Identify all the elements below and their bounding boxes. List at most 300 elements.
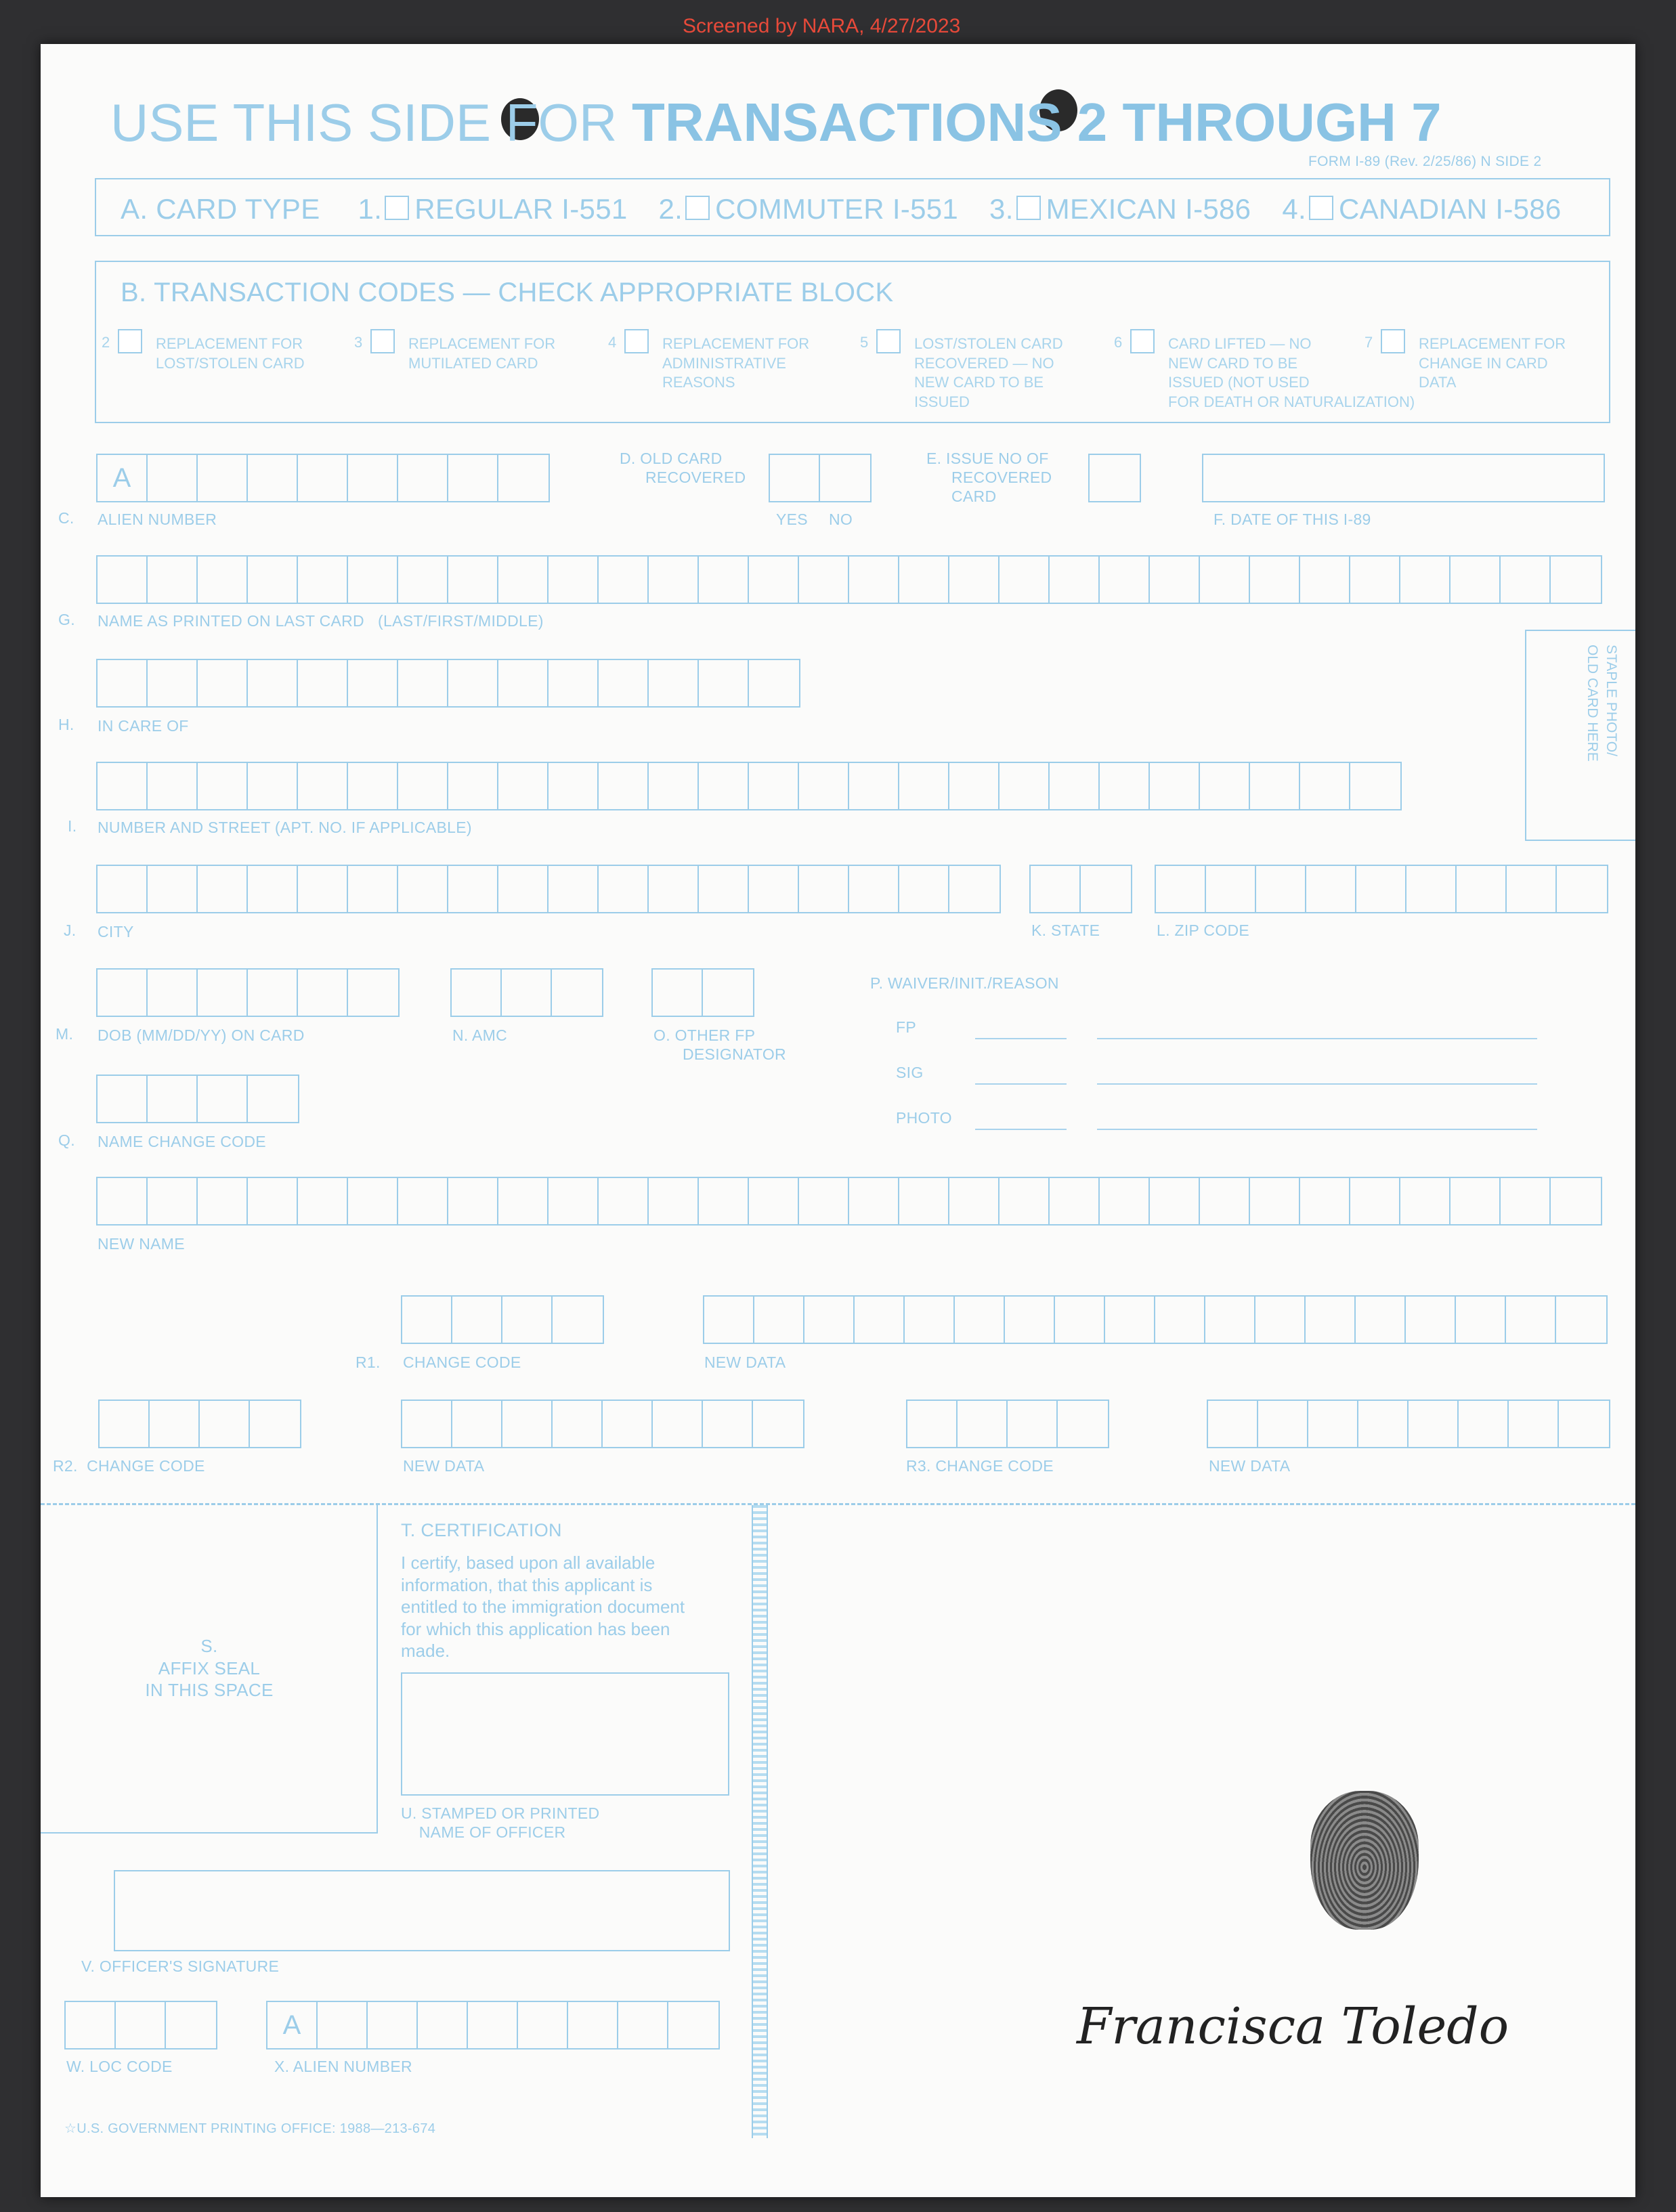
entry-cell[interactable] — [100, 1401, 150, 1447]
entry-cell[interactable] — [298, 866, 348, 912]
entry-cell[interactable] — [1400, 1178, 1451, 1224]
row-letter-c: C. — [58, 509, 74, 527]
entry-cell[interactable] — [649, 660, 699, 706]
entry-cell[interactable] — [599, 660, 649, 706]
entry-cell[interactable] — [955, 1297, 1005, 1343]
entry-cell[interactable] — [348, 763, 398, 809]
sig-init-line[interactable] — [975, 1083, 1067, 1085]
entry-cell[interactable] — [1200, 1178, 1250, 1224]
entry-cell[interactable] — [1350, 557, 1400, 603]
entry-cell[interactable] — [1055, 1297, 1105, 1343]
old-card-recovered-field[interactable] — [769, 454, 872, 502]
entry-cell[interactable] — [653, 1401, 703, 1447]
entry-cell[interactable] — [799, 866, 849, 912]
entry-cell[interactable] — [749, 557, 799, 603]
entry-cell[interactable] — [1306, 866, 1356, 912]
entry-cell[interactable] — [248, 1076, 298, 1122]
entry-cell[interactable] — [1459, 1401, 1509, 1447]
entry-cell[interactable] — [1100, 557, 1150, 603]
entry-cell[interactable] — [1155, 1297, 1205, 1343]
entry-cell[interactable] — [849, 1178, 899, 1224]
entry-cell[interactable] — [899, 866, 949, 912]
alien-number-field[interactable] — [96, 454, 550, 502]
r2-label: R2. CHANGE CODE — [53, 1457, 205, 1475]
gpo-footer: ☆U.S. GOVERNMENT PRINTING OFFICE: 1988—213-674 — [64, 2121, 436, 2136]
entry-cell[interactable] — [448, 866, 498, 912]
r2-new-data-label: NEW DATA — [403, 1457, 485, 1475]
entry-cell[interactable] — [448, 1178, 498, 1224]
entry-cell[interactable] — [649, 763, 699, 809]
entry-cell[interactable] — [958, 1401, 1008, 1447]
entry-cell[interactable] — [518, 2002, 568, 2048]
entry-cell[interactable] — [1058, 1401, 1108, 1447]
entry-cell[interactable] — [907, 1401, 958, 1447]
entry-cell[interactable] — [1556, 1297, 1606, 1343]
entry-cell[interactable] — [1250, 1178, 1300, 1224]
r1-new-data-label: NEW DATA — [704, 1353, 786, 1371]
entry-cell[interactable] — [1306, 1297, 1356, 1343]
issue-no-label-3: CARD — [951, 487, 997, 505]
entry-cell[interactable] — [599, 1178, 649, 1224]
photo-init-line[interactable] — [975, 1129, 1067, 1130]
sig-reason-line[interactable] — [1097, 1083, 1537, 1085]
entry-cell[interactable] — [448, 660, 498, 706]
entry-cell[interactable] — [1200, 763, 1250, 809]
entry-cell[interactable] — [699, 557, 749, 603]
entry-cell[interactable] — [1400, 557, 1451, 603]
entry-cell[interactable] — [552, 970, 602, 1016]
checkbox-regular-i551[interactable] — [385, 196, 409, 220]
entry-cell[interactable] — [248, 866, 298, 912]
r1-change-code-field[interactable] — [401, 1295, 604, 1344]
entry-cell[interactable] — [1105, 1297, 1155, 1343]
entry-cell[interactable] — [753, 1401, 803, 1447]
waiver-label: P. WAIVER/INIT./REASON — [870, 974, 1059, 992]
entry-cell[interactable] — [1451, 557, 1501, 603]
entry-cell[interactable] — [398, 1178, 448, 1224]
photo-reason-line[interactable] — [1097, 1129, 1537, 1130]
entry-cell[interactable] — [198, 660, 248, 706]
entry-cell[interactable] — [1308, 1401, 1358, 1447]
certification-text: I certify, based upon all available information, that this applicant is entitled to the immigration document for which this application has been made. — [401, 1553, 685, 1661]
entry-cell[interactable] — [66, 2002, 116, 2048]
entry-cell[interactable] — [198, 557, 248, 603]
entry-cell[interactable] — [98, 763, 148, 809]
entry-cell[interactable] — [1409, 1401, 1459, 1447]
name-printed-label: NAME AS PRINTED ON LAST CARD (LAST/FIRST/MIDDLE) — [98, 612, 544, 630]
entry-cell[interactable] — [498, 1178, 549, 1224]
entry-cell[interactable] — [148, 1178, 198, 1224]
applicant-signature: Francisca Toledo — [1077, 1997, 1509, 2056]
fp-reason-line[interactable] — [1097, 1038, 1537, 1039]
entry-cell[interactable] — [166, 2002, 216, 2048]
entry-cell[interactable] — [498, 660, 549, 706]
issue-no-label-2: RECOVERED — [951, 469, 1052, 486]
row-letter-m: M. — [56, 1025, 74, 1043]
entry-cell[interactable] — [148, 1076, 198, 1122]
entry-cell[interactable] — [1457, 866, 1507, 912]
zip-code-field[interactable] — [1155, 865, 1608, 913]
checkbox-code-2[interactable] — [118, 329, 142, 353]
entry-cell[interactable] — [599, 866, 649, 912]
entry-cell[interactable] — [398, 866, 448, 912]
checkbox-code-5[interactable] — [876, 329, 901, 353]
entry-cell[interactable] — [248, 970, 298, 1016]
option-canadian-i586: CANADIAN I-586 — [1338, 193, 1562, 225]
other-fp-field[interactable] — [651, 968, 754, 1017]
r2-new-data-field[interactable] — [401, 1400, 804, 1448]
entry-cell[interactable] — [1100, 763, 1150, 809]
entry-cell[interactable] — [949, 557, 1000, 603]
entry-cell[interactable] — [200, 1401, 250, 1447]
entry-cell[interactable] — [804, 1297, 855, 1343]
entry-cell[interactable] — [1356, 866, 1406, 912]
entry-cell[interactable] — [1256, 866, 1306, 912]
entry-cell[interactable] — [849, 557, 899, 603]
entry-cell[interactable] — [248, 557, 298, 603]
entry-cell[interactable] — [1551, 1178, 1601, 1224]
checkbox-code-7[interactable] — [1381, 329, 1405, 353]
checkbox-mexican-i586[interactable] — [1016, 196, 1041, 220]
city-field[interactable] — [96, 865, 1001, 913]
staple-label: STAPLE PHOTO/ OLD CARD HERE — [1584, 645, 1619, 762]
name-on-last-card-field[interactable] — [96, 555, 1602, 604]
entry-cell[interactable] — [703, 1401, 753, 1447]
entry-cell[interactable] — [1206, 866, 1256, 912]
entry-cell[interactable] — [799, 763, 849, 809]
entry-cell[interactable] — [949, 1178, 1000, 1224]
entry-cell[interactable] — [198, 455, 248, 501]
entry-cell[interactable] — [699, 866, 749, 912]
entry-cell[interactable] — [198, 970, 248, 1016]
entry-cell[interactable] — [1406, 1297, 1456, 1343]
entry-cell[interactable] — [754, 1297, 804, 1343]
number-and-street-field[interactable] — [96, 762, 1402, 810]
entry-cell[interactable] — [1150, 763, 1200, 809]
entry-cell[interactable] — [116, 2002, 166, 2048]
entry-cell[interactable] — [250, 1401, 300, 1447]
entry-cell[interactable] — [1250, 763, 1300, 809]
entry-cell[interactable] — [849, 763, 899, 809]
entry-cell[interactable] — [820, 455, 870, 501]
entry-cell[interactable] — [1300, 763, 1350, 809]
r1-new-data-field[interactable] — [703, 1295, 1608, 1344]
entry-cell[interactable] — [1031, 866, 1081, 912]
entry-cell[interactable] — [849, 866, 899, 912]
entry-cell[interactable] — [298, 455, 348, 501]
row-letter-j: J. — [64, 921, 77, 939]
in-care-of-label: IN CARE OF — [98, 717, 189, 735]
entry-cell[interactable] — [1509, 1401, 1559, 1447]
other-fp-label-2: DESIGNATOR — [683, 1045, 786, 1063]
entry-cell[interactable] — [398, 660, 448, 706]
state-field[interactable] — [1029, 865, 1132, 913]
r1-change-code-label: CHANGE CODE — [403, 1353, 521, 1371]
entry-cell[interactable] — [298, 763, 348, 809]
entry-cell[interactable] — [398, 557, 448, 603]
amc-field[interactable] — [450, 968, 603, 1017]
entry-cell[interactable] — [348, 557, 398, 603]
entry-cell[interactable] — [1350, 763, 1400, 809]
date-of-i89-field[interactable] — [1202, 454, 1605, 502]
zip-label: L. ZIP CODE — [1157, 921, 1250, 939]
entry-cell[interactable] — [248, 1178, 298, 1224]
entry-cell[interactable] — [150, 1401, 200, 1447]
entry-cell[interactable] — [98, 1076, 148, 1122]
entry-cell[interactable] — [1507, 866, 1557, 912]
entry-cell[interactable] — [603, 1401, 653, 1447]
entry-cell[interactable] — [198, 1076, 248, 1122]
entry-cell[interactable] — [148, 970, 198, 1016]
entry-cell[interactable] — [770, 455, 820, 501]
no-label: NO — [829, 511, 853, 528]
entry-cell[interactable] — [398, 455, 448, 501]
entry-cell[interactable] — [98, 557, 148, 603]
entry-cell[interactable] — [348, 1178, 398, 1224]
entry-cell[interactable] — [298, 1178, 348, 1224]
entry-cell[interactable] — [1156, 866, 1206, 912]
entry-cell[interactable] — [1406, 866, 1457, 912]
entry-cell[interactable] — [1255, 1297, 1306, 1343]
entry-cell[interactable] — [448, 557, 498, 603]
entry-cell[interactable] — [402, 1297, 452, 1343]
entry-cell[interactable] — [1090, 455, 1140, 501]
dob-field[interactable] — [96, 968, 400, 1017]
entry-cell[interactable] — [1100, 1178, 1150, 1224]
entry-cell[interactable] — [653, 970, 703, 1016]
old-card-label-2: RECOVERED — [645, 469, 746, 486]
fp-init-line[interactable] — [975, 1038, 1067, 1039]
entry-cell[interactable] — [549, 1178, 599, 1224]
entry-cell[interactable] — [905, 1297, 955, 1343]
entry-cell[interactable] — [348, 455, 398, 501]
entry-cell[interactable] — [1000, 557, 1050, 603]
entry-cell[interactable] — [1456, 1297, 1506, 1343]
entry-cell[interactable] — [1300, 557, 1350, 603]
entry-cell[interactable] — [1000, 1178, 1050, 1224]
entry-cell[interactable] — [502, 970, 552, 1016]
entry-cell[interactable] — [148, 866, 198, 912]
entry-cell[interactable] — [502, 1297, 553, 1343]
entry-cell[interactable] — [949, 866, 1000, 912]
entry-cell[interactable] — [899, 763, 949, 809]
entry-cell[interactable] — [649, 866, 699, 912]
stamped-name-of-officer-field[interactable] — [401, 1672, 729, 1796]
entry-cell[interactable] — [899, 1178, 949, 1224]
entry-cell[interactable] — [198, 866, 248, 912]
entry-cell[interactable] — [668, 2002, 718, 2048]
title-bold: TRANSACTIONS 2 THROUGH 7 — [632, 92, 1442, 152]
entry-cell[interactable] — [398, 763, 448, 809]
entry-cell[interactable] — [348, 970, 398, 1016]
officer-signature-label: V. OFFICER'S SIGNATURE — [81, 1957, 280, 1975]
entry-cell[interactable] — [1050, 557, 1100, 603]
yes-label: YES — [776, 511, 808, 528]
loc-code-field[interactable] — [64, 2001, 217, 2050]
entry-cell[interactable] — [749, 866, 799, 912]
state-label: K. STATE — [1031, 921, 1100, 939]
street-label: NUMBER AND STREET (APT. NO. IF APPLICABLE) — [98, 819, 472, 836]
card-type-row: A. CARD TYPE 1. REGULAR I-551 2. COMMUTER I-551 3. MEXICAN I-586 4. CANADIAN I-586 — [121, 193, 1562, 225]
entry-cell[interactable] — [1551, 557, 1601, 603]
entry-cell[interactable] — [98, 660, 148, 706]
entry-cell[interactable] — [1451, 1178, 1501, 1224]
entry-cell[interactable] — [498, 763, 549, 809]
dob-label: DOB (MM/DD/YY) ON CARD — [98, 1026, 305, 1044]
staple-photo-area[interactable] — [1525, 630, 1635, 841]
entry-cell[interactable] — [418, 2002, 468, 2048]
entry-cell[interactable] — [549, 557, 599, 603]
entry-cell[interactable] — [1150, 557, 1200, 603]
entry-cell[interactable] — [368, 2002, 418, 2048]
entry-cell[interactable] — [198, 763, 248, 809]
entry-cell[interactable] — [448, 763, 498, 809]
officer-alien-number-label: X. ALIEN NUMBER — [274, 2058, 412, 2075]
entry-cell[interactable] — [799, 557, 849, 603]
entry-cell[interactable] — [248, 763, 298, 809]
name-change-label: NAME CHANGE CODE — [98, 1133, 266, 1150]
r3-change-code-field[interactable] — [906, 1400, 1109, 1448]
entry-cell[interactable] — [148, 660, 198, 706]
entry-cell[interactable] — [549, 660, 599, 706]
entry-cell[interactable] — [198, 1178, 248, 1224]
other-fp-label-1: O. OTHER FP — [653, 1026, 756, 1044]
checkbox-code-6[interactable] — [1130, 329, 1155, 353]
entry-cell[interactable] — [1501, 1178, 1551, 1224]
entry-cell[interactable] — [749, 1178, 799, 1224]
entry-cell[interactable] — [298, 557, 348, 603]
sig-label: SIG — [896, 1064, 924, 1081]
entry-cell[interactable] — [248, 455, 298, 501]
entry-cell[interactable] — [549, 866, 599, 912]
entry-cell[interactable] — [98, 970, 148, 1016]
entry-cell[interactable] — [1350, 1178, 1400, 1224]
entry-cell[interactable] — [348, 866, 398, 912]
entry-cell[interactable] — [98, 1178, 148, 1224]
entry-cell[interactable] — [799, 1178, 849, 1224]
entry-cell[interactable] — [553, 1401, 603, 1447]
r1-label: R1. — [356, 1353, 381, 1371]
entry-cell[interactable] — [703, 970, 753, 1016]
entry-cell[interactable] — [549, 763, 599, 809]
option-regular-i551: REGULAR I-551 — [414, 193, 628, 225]
officer-alien-number-field[interactable] — [266, 2001, 720, 2050]
entry-cell[interactable] — [1205, 1297, 1255, 1343]
entry-cell[interactable] — [98, 866, 148, 912]
entry-cell[interactable] — [699, 763, 749, 809]
entry-cell[interactable] — [899, 557, 949, 603]
alien-number-label: ALIEN NUMBER — [98, 511, 217, 528]
r3-new-data-field[interactable] — [1207, 1400, 1610, 1448]
entry-cell[interactable] — [318, 2002, 368, 2048]
entry-cell[interactable] — [1050, 763, 1100, 809]
entry-cell[interactable] — [248, 660, 298, 706]
issue-no-field[interactable] — [1088, 454, 1141, 502]
r3-new-data-label: NEW DATA — [1209, 1457, 1291, 1475]
entry-cell[interactable] — [1081, 866, 1131, 912]
perforation-strip — [752, 1505, 768, 2138]
entry-cell[interactable] — [1008, 1401, 1058, 1447]
r3-change-code-label: R3. CHANGE CODE — [906, 1457, 1054, 1475]
entry-cell-prefix: A — [98, 455, 148, 501]
entry-cell[interactable] — [148, 455, 198, 501]
entry-cell[interactable] — [298, 660, 348, 706]
form-title — [110, 92, 1442, 152]
entry-cell[interactable] — [855, 1297, 905, 1343]
fp-label: FP — [896, 1018, 916, 1036]
entry-cell[interactable] — [452, 1297, 502, 1343]
checkbox-code-3[interactable] — [370, 329, 395, 353]
entry-cell[interactable] — [1150, 1178, 1200, 1224]
entry-cell[interactable] — [1258, 1401, 1308, 1447]
entry-cell[interactable] — [452, 1401, 502, 1447]
entry-cell[interactable] — [1557, 866, 1607, 912]
entry-cell[interactable] — [599, 763, 649, 809]
entry-cell[interactable] — [949, 763, 1000, 809]
entry-cell[interactable] — [699, 1178, 749, 1224]
entry-cell[interactable] — [1250, 557, 1300, 603]
entry-cell[interactable] — [618, 2002, 668, 2048]
loc-code-label: W. LOC CODE — [66, 2058, 173, 2075]
name-change-code-field[interactable] — [96, 1075, 299, 1123]
entry-cell[interactable] — [553, 1297, 603, 1343]
entry-cell[interactable] — [502, 1401, 553, 1447]
entry-cell[interactable] — [448, 455, 498, 501]
new-name-field[interactable] — [96, 1177, 1602, 1226]
officer-signature-field[interactable] — [114, 1870, 730, 1951]
entry-cell[interactable] — [148, 557, 198, 603]
entry-cell[interactable] — [1559, 1401, 1609, 1447]
entry-cell[interactable] — [1356, 1297, 1406, 1343]
new-name-label: NEW NAME — [98, 1235, 185, 1253]
entry-cell[interactable] — [498, 866, 549, 912]
entry-cell[interactable] — [568, 2002, 618, 2048]
entry-cell[interactable] — [1000, 763, 1050, 809]
entry-cell[interactable] — [468, 2002, 518, 2048]
old-card-label-1: D. OLD CARD — [620, 450, 723, 467]
entry-cell[interactable] — [1200, 557, 1250, 603]
entry-cell[interactable] — [498, 557, 549, 603]
entry-cell[interactable] — [1005, 1297, 1055, 1343]
checkbox-commuter-i551[interactable] — [685, 196, 710, 220]
checkbox-code-4[interactable] — [624, 329, 649, 353]
entry-cell[interactable] — [599, 557, 649, 603]
entry-cell[interactable] — [649, 1178, 699, 1224]
entry-cell[interactable] — [1506, 1297, 1556, 1343]
entry-cell[interactable] — [1300, 1178, 1350, 1224]
entry-cell[interactable] — [498, 455, 549, 501]
entry-cell[interactable] — [649, 557, 699, 603]
entry-cell[interactable] — [348, 660, 398, 706]
entry-cell[interactable] — [298, 970, 348, 1016]
stamped-name-label: U. STAMPED OR PRINTED NAME OF OFFICER — [401, 1804, 600, 1841]
option-commuter-i551: COMMUTER I-551 — [715, 193, 959, 225]
entry-cell[interactable] — [704, 1297, 754, 1343]
r2-change-code-field[interactable] — [98, 1400, 301, 1448]
entry-cell[interactable] — [402, 1401, 452, 1447]
entry-cell[interactable] — [749, 763, 799, 809]
checkbox-canadian-i586[interactable] — [1309, 196, 1333, 220]
in-care-of-field[interactable] — [96, 659, 800, 708]
entry-cell[interactable] — [1050, 1178, 1100, 1224]
entry-cell[interactable] — [148, 763, 198, 809]
entry-cell[interactable] — [749, 660, 799, 706]
entry-cell[interactable] — [452, 970, 502, 1016]
entry-cell[interactable] — [699, 660, 749, 706]
entry-cell[interactable] — [1501, 557, 1551, 603]
entry-cell[interactable] — [1358, 1401, 1409, 1447]
entry-cell[interactable] — [1208, 1401, 1258, 1447]
